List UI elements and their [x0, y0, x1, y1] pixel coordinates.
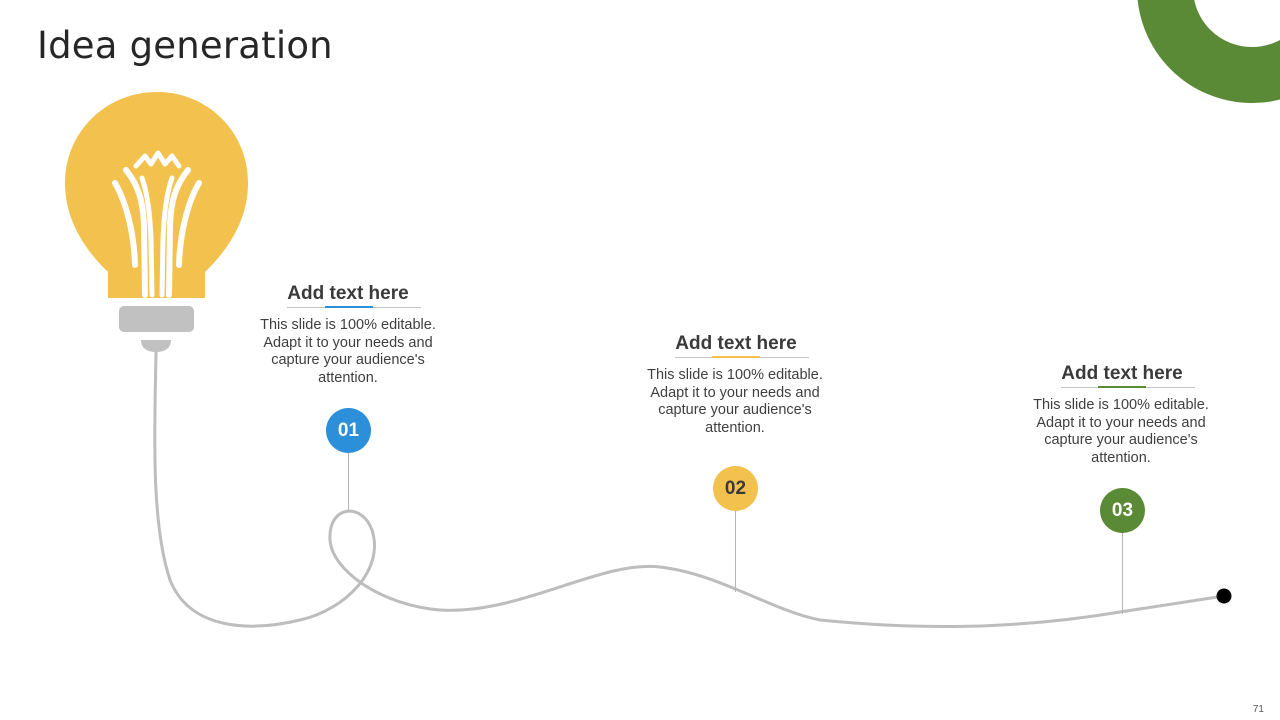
- step-1-heading-accent: [325, 306, 373, 308]
- step-3-heading-accent: [1098, 386, 1146, 388]
- step-1-body: This slide is 100% editable. Adapt it to your needs and capture your audience's attention.: [260, 317, 436, 387]
- step-2-body: This slide is 100% editable. Adapt it to your needs and capture your audience's attention.: [647, 367, 823, 437]
- step-3-stem: [1122, 532, 1123, 614]
- step-2-badge: 02: [713, 466, 758, 511]
- step-2-heading-accent: [712, 356, 760, 358]
- step-1-stem: [348, 452, 349, 512]
- step-3-body: This slide is 100% editable. Adapt it to your needs and capture your audience's attention.: [1033, 397, 1209, 467]
- slide-number: 71: [1252, 704, 1264, 715]
- step-3-badge: 03: [1100, 488, 1145, 533]
- step-1-badge: 01: [326, 408, 371, 453]
- step-2-heading: Add text here: [675, 333, 797, 354]
- step-1-heading: Add text here: [287, 283, 409, 304]
- slide-title: Idea generation: [37, 24, 333, 67]
- step-2-stem: [735, 510, 736, 592]
- step-3-heading: Add text here: [1061, 363, 1183, 384]
